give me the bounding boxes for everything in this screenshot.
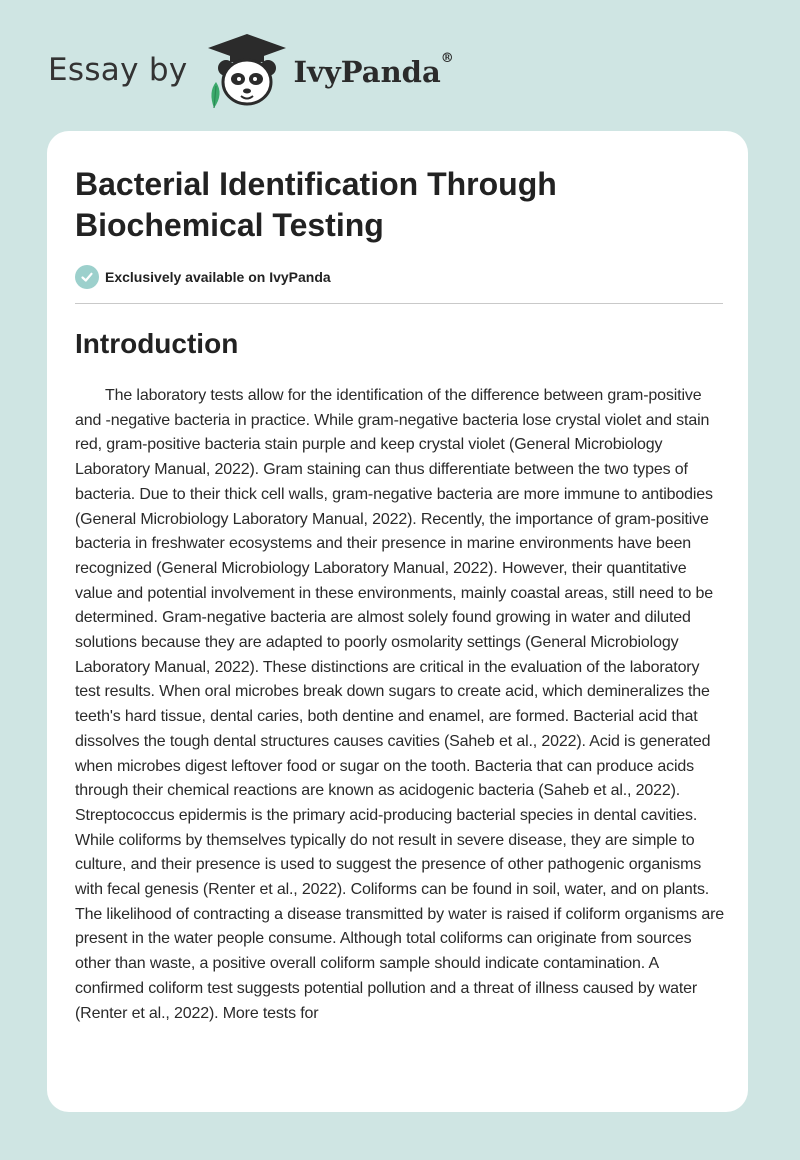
exclusive-label: Exclusively available on IvyPanda (105, 269, 331, 285)
exclusive-badge (75, 265, 331, 289)
essay-by-label: Essay by (48, 52, 188, 88)
registered-mark: ® (440, 51, 454, 66)
brand-name[interactable] (293, 51, 454, 89)
brand-name-text: IvyPanda (293, 55, 441, 89)
essay-card (47, 131, 748, 1112)
site-header (48, 30, 454, 110)
check-circle-icon (75, 265, 99, 289)
section-heading-introduction: Introduction (75, 328, 239, 359)
divider (75, 303, 723, 304)
page-title: Bacterial Identification Through Biochemical Testing (75, 166, 557, 243)
panda-graduate-icon[interactable] (202, 30, 292, 110)
introduction-paragraph: The laboratory tests allow for the identification of the difference between gram-positive and -negative bacteria in practice. While gram-negative bacteria lose crystal violet and stain red, gram-positive bacteria stain purple and keep crystal violet (General Microbiology Laboratory Manual, 2022). Gram staining can thus differentiate between the two types of bacteria. Due to their thick cell walls, gram-negative bacteria are more immune to antibodies (General Microbiology Laboratory Manual, 2022). Recently, the importance of gram-positive bacteria in freshwater ecosystems and their presence in marine environments have been recognized (General Microbiology Laboratory Manual, 2022). However, their quantitative value and potential involvement in these environments, mainly coastal areas, still need to be determined. Gram-negative bacteria are almost solely found growing in water and diluted solutions because they are adapted to poorly osmolarity settings (General Microbiology Laboratory Manual, 2022). These distinctions are critical in the evaluation of the laboratory test results. When oral microbes break down sugars to create acid, which demineralizes the teeth's hard tissue, dental caries, both dentine and enamel, are formed. Bacterial acid that dissolves the tough dental structures causes cavities (Saheb et al., 2022). Acid is generated when microbes digest leftover food or sugar on the tooth. Bacteria that can produce acids through their chemical reactions are known as acidogenic bacteria (Saheb et al., 2022). Streptococcus epidermis is the primary acid-producing bacterial species in dental cavities. While coliforms by themselves typically do not result in severe disease, they are simple to culture, and their presence is used to suggest the presence of other pathogenic organisms with fecal genesis (Renter et al., 2022). Coliforms can be found in soil, water, and on plants. The likelihood of contracting a disease transmitted by water is raised if coliform organisms are present in the water people consume. Although total coliforms can originate from sources other than waste, a positive overall coliform sample should indicate contamination. A confirmed coliform test suggests potential pollution and a threat of illness caused by water (Renter et al., 2022). More tests for (75, 387, 725, 1022)
